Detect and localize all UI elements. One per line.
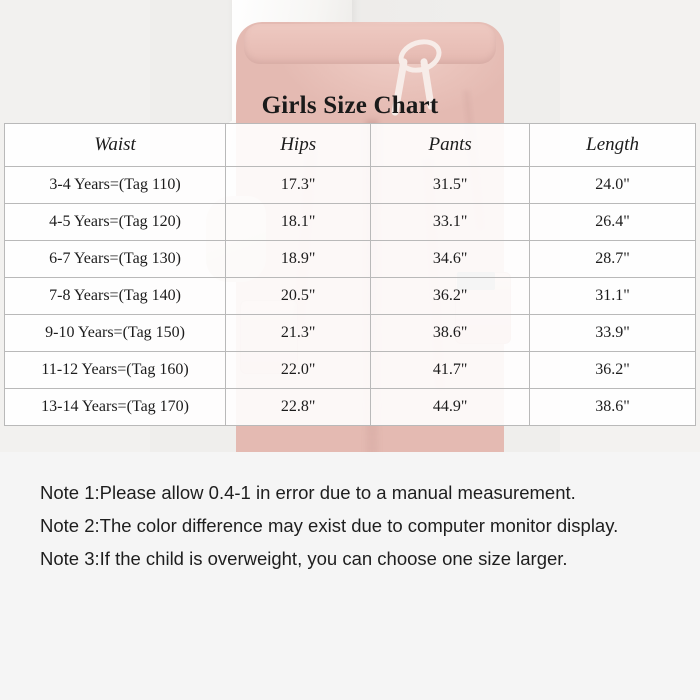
- column-header-hips: Hips: [226, 124, 371, 167]
- page-title: Girls Size Chart: [261, 92, 439, 119]
- column-header-pants: Pants: [371, 124, 530, 167]
- table-row: [5, 278, 696, 315]
- note-1: Note 1:Please allow 0.4-1 in error due to a manual measurement.: [40, 482, 576, 503]
- notes-section: [0, 452, 700, 700]
- cell-hips: 22.8": [226, 389, 371, 426]
- cell-hips: 17.3": [226, 167, 371, 204]
- cell-size: 3-4 Years=(Tag 110): [5, 167, 226, 204]
- cell-size: 9-10 Years=(Tag 150): [5, 315, 226, 352]
- cell-length: 31.1": [530, 278, 696, 315]
- cell-length: 36.2": [530, 352, 696, 389]
- cell-hips: 21.3": [226, 315, 371, 352]
- table-row: [5, 315, 696, 352]
- note-3: Note 3:If the child is overweight, you can choose one size larger.: [40, 548, 568, 569]
- cell-hips: 18.1": [226, 204, 371, 241]
- cell-pants: 36.2": [371, 278, 530, 315]
- table-row: [5, 241, 696, 278]
- cell-size: 13-14 Years=(Tag 170): [5, 389, 226, 426]
- cell-hips: 22.0": [226, 352, 371, 389]
- size-chart-table: [4, 123, 696, 426]
- cell-length: 33.9": [530, 315, 696, 352]
- cell-size: 4-5 Years=(Tag 120): [5, 204, 226, 241]
- pants-waistband: [244, 24, 496, 64]
- cell-hips: 18.9": [226, 241, 371, 278]
- cell-pants: 34.6": [371, 241, 530, 278]
- cell-hips: 20.5": [226, 278, 371, 315]
- table-row: [5, 167, 696, 204]
- cell-size: 6-7 Years=(Tag 130): [5, 241, 226, 278]
- cell-size: 7-8 Years=(Tag 140): [5, 278, 226, 315]
- cell-length: 28.7": [530, 241, 696, 278]
- table-row: [5, 204, 696, 241]
- table-row: [5, 389, 696, 426]
- cell-pants: 31.5": [371, 167, 530, 204]
- table-header-row: [5, 124, 696, 167]
- note-2: Note 2:The color difference may exist due to computer monitor display.: [40, 515, 619, 536]
- column-header-length: Length: [530, 124, 696, 167]
- cell-pants: 33.1": [371, 204, 530, 241]
- cell-length: 38.6": [530, 389, 696, 426]
- column-header-waist: Waist: [5, 124, 226, 167]
- cell-length: 24.0": [530, 167, 696, 204]
- cell-length: 26.4": [530, 204, 696, 241]
- cell-pants: 44.9": [371, 389, 530, 426]
- table-row: [5, 352, 696, 389]
- cell-size: 11-12 Years=(Tag 160): [5, 352, 226, 389]
- cell-pants: 41.7": [371, 352, 530, 389]
- cell-pants: 38.6": [371, 315, 530, 352]
